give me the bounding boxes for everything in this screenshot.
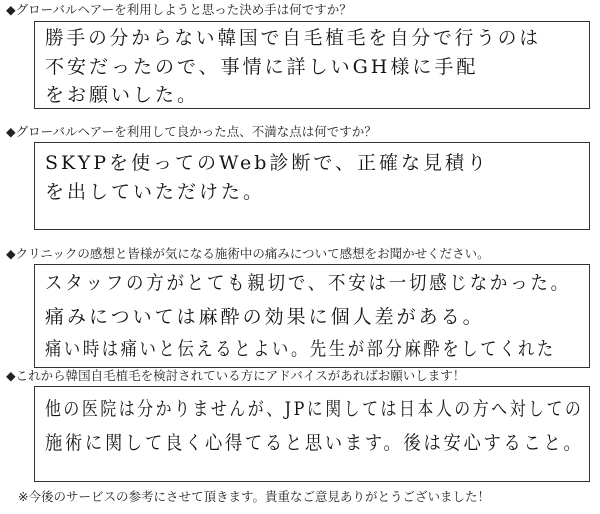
answer-2-line-1: SKYPを使ってのWeb診断で、正確な見積り	[45, 152, 490, 174]
answer-box-3	[34, 264, 590, 368]
question-3: ◆クリニックの感想と皆様が気になる施術中の痛みについて感想をお聞かせください。	[6, 246, 490, 261]
question-1: ◆グローバルヘアーを利用しようと思った決め手は何ですか？	[6, 2, 352, 17]
question-4: ◆これから韓国自毛植毛を検討されている方にアドバイスがあればお願いします！	[6, 368, 466, 383]
answer-2-line-2: を出していただけた。	[45, 181, 266, 203]
answer-4-line-1: 他の医院は分かりませんが、JPに関しては日本人の方へ対しての	[45, 398, 584, 420]
answer-1-line-3: をお願いした。	[45, 84, 200, 106]
answer-box-1	[34, 21, 590, 109]
question-2: ◆グローバルヘアーを利用して良かった点、不満な点は何ですか？	[6, 124, 377, 139]
answer-1-line-1: 勝手の分からない韓国で自毛植毛を自分で行うのは	[45, 27, 541, 49]
answer-1-line-2: 不安だったので、事情に詳しいGH様に手配	[45, 56, 479, 78]
footer-note: ※今後のサービスの参考にさせて頂きます。貴重なご意見ありがとうございました！	[18, 489, 490, 504]
answer-box-4	[34, 386, 590, 482]
answer-4-line-2: 施術に関して良く心得てると思います。後は安心すること。	[45, 432, 584, 454]
answer-3-line-3: 痛い時は痛いと伝えるとよい。先生が部分麻酔をしてくれた	[45, 338, 556, 360]
answer-3-line-1: スタッフの方がとても親切で、不安は一切感じなかった。	[45, 272, 571, 294]
answer-3-line-2: 痛みについては麻酔の効果に個人差がある。	[45, 306, 485, 328]
answer-box-2	[34, 142, 590, 230]
